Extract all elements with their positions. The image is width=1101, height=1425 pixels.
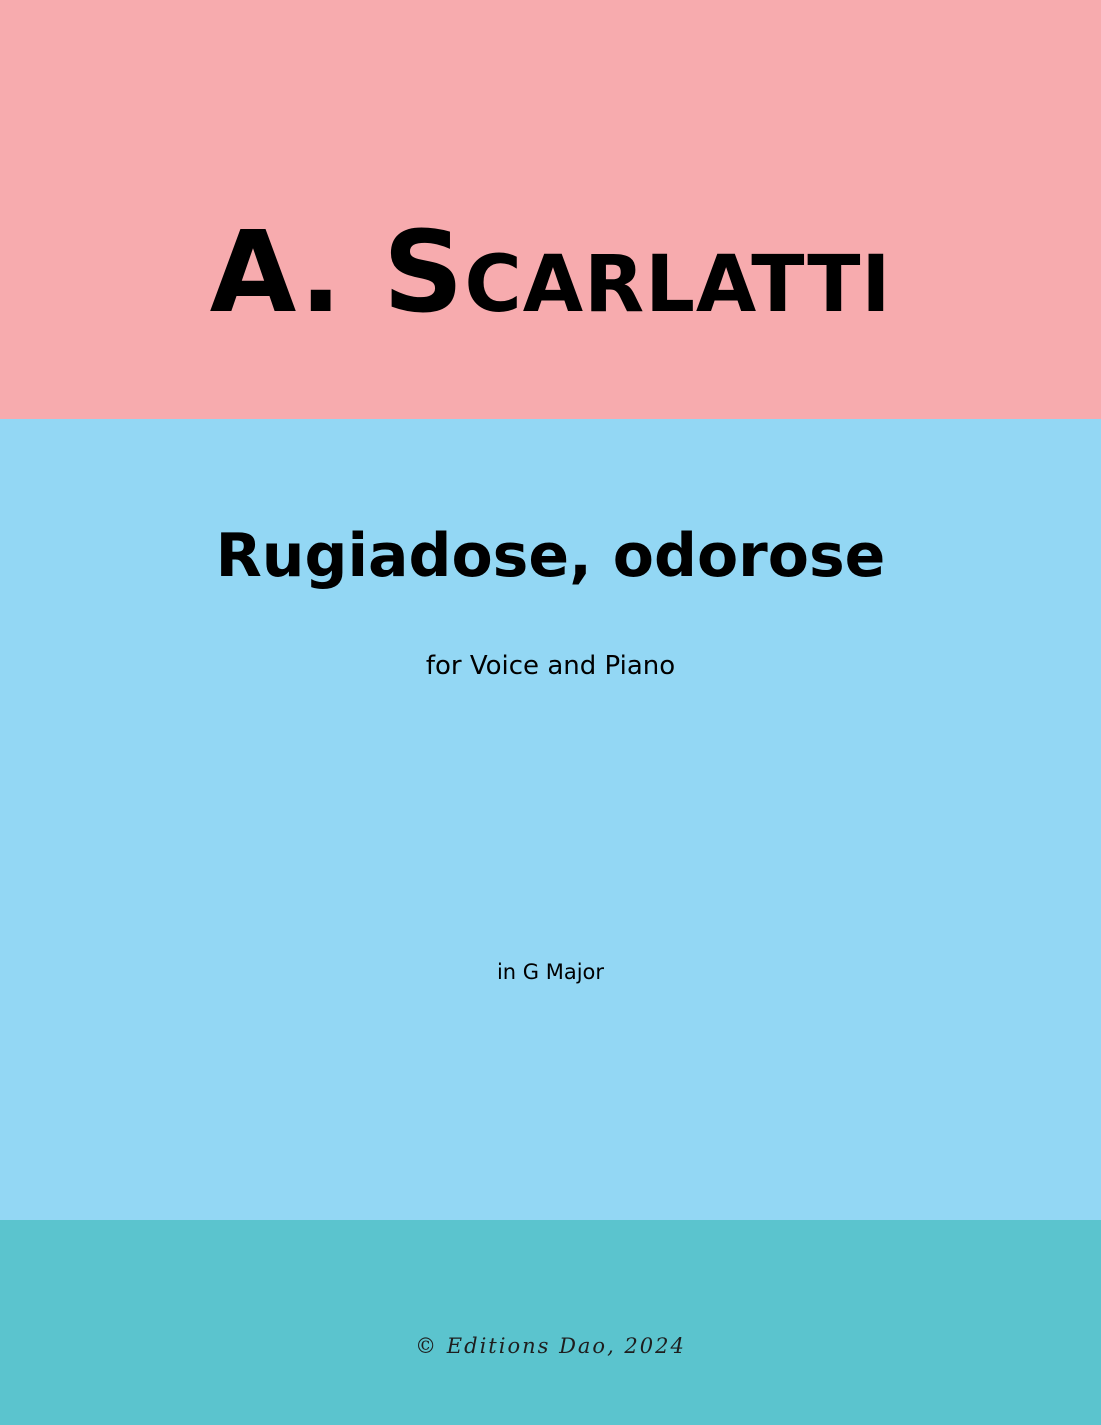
footer-band [0, 1220, 1101, 1425]
piece-title: Rugiadose, odorose [215, 521, 886, 591]
copyright-notice: © Editions Dao, 2024 [415, 1334, 686, 1358]
instrumentation-subtitle: for Voice and Piano [425, 651, 676, 681]
key-signature-text: in G Major [496, 960, 605, 984]
composer-name: A. Scarlatti [209, 208, 892, 338]
